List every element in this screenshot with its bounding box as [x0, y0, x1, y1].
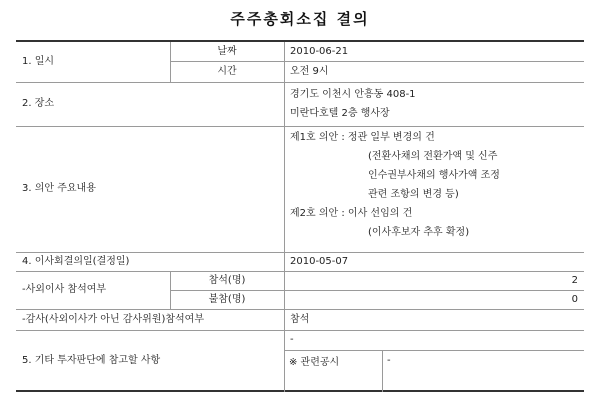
agenda-line: (이사후보자 추후 확정) — [368, 227, 470, 238]
audit-value: 참석 — [290, 313, 310, 325]
datetime-label: 1. 일시 — [22, 56, 55, 67]
other-label: 5. 기타 투자판단에 참고할 사항 — [22, 355, 161, 366]
agenda-line: 관련 조항의 변경 등) — [368, 189, 459, 200]
other-value: - — [290, 334, 294, 345]
agenda-line: 제1호 의안 : 정관 일부 변경의 건 — [290, 132, 435, 143]
agenda-label: 3. 의안 주요내용 — [22, 183, 96, 194]
agenda-value — [284, 126, 584, 252]
absent-count: 0 — [571, 293, 578, 305]
board-date-value: 2010-05-07 — [290, 255, 349, 267]
audit-label: -감사(사외이사가 아닌 감사위원)참석여부 — [22, 313, 204, 325]
place-line: 경기도 이천시 안흥동 408-1 — [290, 89, 416, 100]
agenda-line: 인수권부사채의 행사가액 조정 — [368, 170, 500, 181]
disclosure-table — [16, 40, 584, 392]
present-label: 참석(명) — [208, 274, 246, 286]
board-date-label: 4. 이사회결의일(결정일) — [22, 255, 130, 267]
place-label: 2. 장소 — [22, 98, 55, 109]
absent-label: 불참(명) — [208, 293, 246, 305]
time-label: 시간 — [217, 65, 237, 77]
place-value — [284, 82, 584, 126]
related-disclosure-label: ※ 관련공시 — [289, 356, 340, 368]
present-count: 2 — [571, 274, 578, 286]
place-line: 미란다호텔 2층 행사장 — [290, 108, 390, 119]
agenda-line: 제2호 의안 : 이사 선임의 건 — [290, 208, 413, 219]
time-value: 오전 9시 — [290, 65, 329, 77]
related-disclosure-value: - — [387, 354, 391, 366]
date-value: 2010-06-21 — [290, 45, 349, 57]
document-title: 주주총회소집 결의 — [230, 10, 370, 28]
date-label: 날짜 — [217, 45, 237, 57]
outside-directors-label: -사외이사 참석여부 — [22, 284, 107, 295]
agenda-line: (전환사채의 전환가액 및 신주 — [368, 151, 498, 162]
